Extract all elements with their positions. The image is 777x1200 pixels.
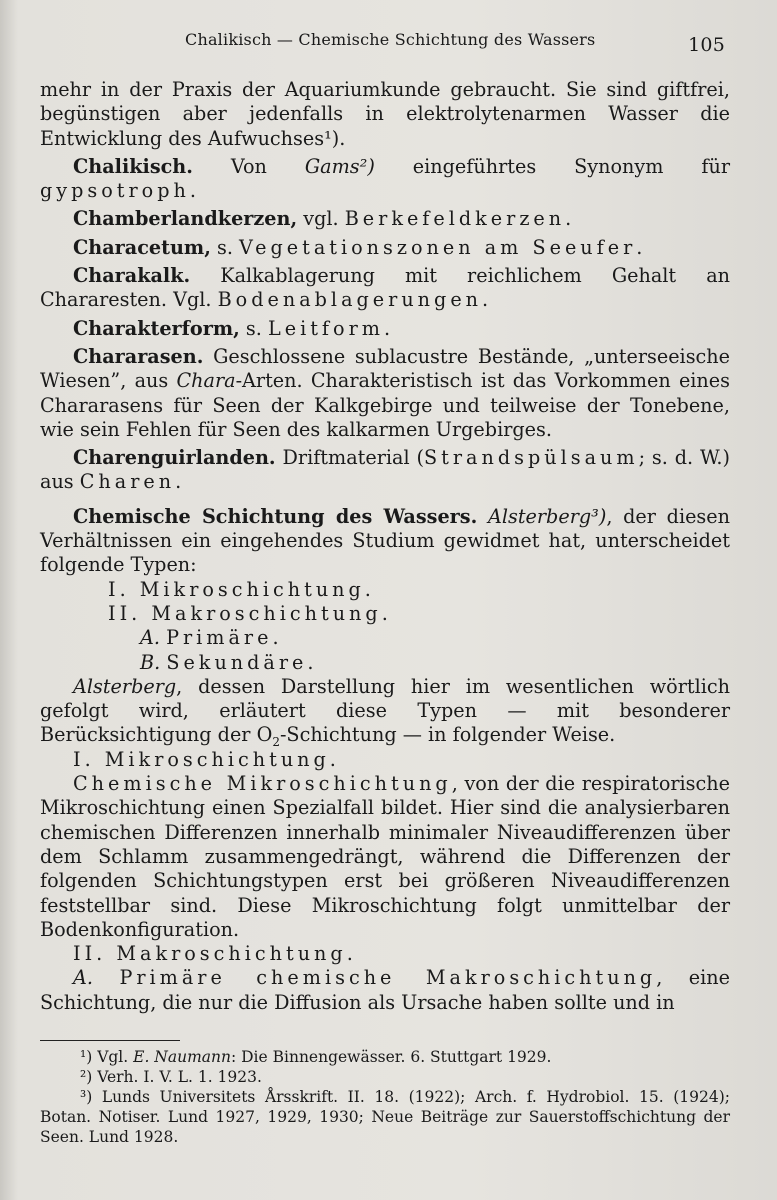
type-item: II. Makroschichtung. [108,601,392,625]
footnote-rule [40,1040,180,1041]
entry-lead: Chalikisch. [73,154,193,178]
subtype-item: A. Primäre. [140,626,283,650]
footnote-1: ¹) Vgl. E. Naumann: Die Binnengewässer. 6. Stuttgart 1929. [80,1048,552,1066]
entry-charakterform: Charakterform, s. Leitform. [73,316,391,340]
entry-lead: Charakterform, [73,316,240,340]
footnote-2: ²) Verh. I. V. L. 1. 1923. [80,1068,262,1086]
footnote-3: ³) Lunds Universitets Årsskrift. II. 18. (1922); Arch. f. Hydrobiol. 15. (1924); Botan. Notiser. Lund 1927, 1929, 1930; Neue Beiträge zur Sauerstoffschichtung der Seen. Lund 1928. [40,1088,730,1146]
entry-chamberlandkerzen: Chamberlandkerzen, vgl. Berkefeldkerzen. [73,207,572,231]
entry-charakalk: Charakalk. Kalkablagerung mit reichlichem Gehalt an Chararesten. Vgl. Bodenablagerungen. [40,264,730,312]
running-title: Chalikisch — Chemische Schichtung des Wassers [185,30,596,49]
explanation-paragraph: Alsterberg, dessen Darstellung hier im wesentlichen wörtlich gefolgt wird, erläutert diese Typen — mit besonderer Berücksichtigung der $O_2$-Schichtung — in folgender Weise. [40,674,730,750]
entry-lead: Characetum, [73,235,211,259]
entry-lead: Chamberlandkerzen, [73,207,298,231]
page-header [185,30,737,56]
entry-chemische-schichtung: Chemische Schichtung des Wassers. Alsterberg³), der diesen Verhältnissen ein eingehendes Studium gewidmet hat, unterscheidet folgende Typen: [40,504,730,577]
section-makro-text: A. Primäre chemische Makroschichtung, eine Schichtung, die nur die Diffusion als Ursache haben sollte und in [40,966,730,1014]
subtype-item: B. Sekundäre. [140,650,318,674]
entry-lead: Charenguirlanden. [73,446,276,470]
section-heading-makro: II. Makroschichtung. [73,942,357,966]
page-body [40,78,730,1015]
section-mikro-text: Chemische Mikroschichtung, von der die respiratorische Mikroschichtung einen Spezialfall bildet. Hier sind die analysierbaren chemischen Differenzen innerhalb minimaler Niveaudifferenzen über dem Schlamm zusammengedrängt, während die Differenzen der folgenden Schichtungstypen erst bei größeren Niveaudifferenzen feststellbar sind. Diese Mikroschichtung folgt unmittelbar der Bodenkonfiguration. [40,772,730,941]
entry-characetum: Characetum, s. Vegetationszonen am Seeufer. [73,235,643,259]
entry-lead: Charakalk. [73,264,191,288]
entry-charenguirlanden: Charenguirlanden. Driftmaterial (Strandspülsaum; s. d. W.) aus Charen. [40,446,730,494]
entry-chararasen: Chararasen. Geschlossene sublacustre Bestände, „unterseeische Wiesen”, aus Chara-Arten. Charakteristisch ist das Vorkommen eines Chararasens für Seen der Kalkgebirge und teilweise der Tonebene, wie sein Fehlen für Seen des kalkarmen Urgebirges. [40,344,730,441]
entry-lead: Chemische Schichtung des Wassers. [73,504,478,528]
entry-lead: Chararasen. [73,344,204,368]
type-item: I. Mikroschichtung. [108,577,375,601]
entry-chalikisch: Chalikisch. Von Gams²) eingeführtes Synonym für gypsotroph. [40,154,730,203]
footnotes [40,1040,730,1147]
section-heading-mikro: I. Mikroschichtung. [73,747,340,771]
page-number: 105 [688,34,725,56]
continuation-paragraph: mehr in der Praxis der Aquariumkunde gebraucht. Sie sind giftfrei, begünstigen aber jedenfalls in elektrolytenarmen Wasser die Entwicklung des Aufwuchses¹). [40,78,730,150]
